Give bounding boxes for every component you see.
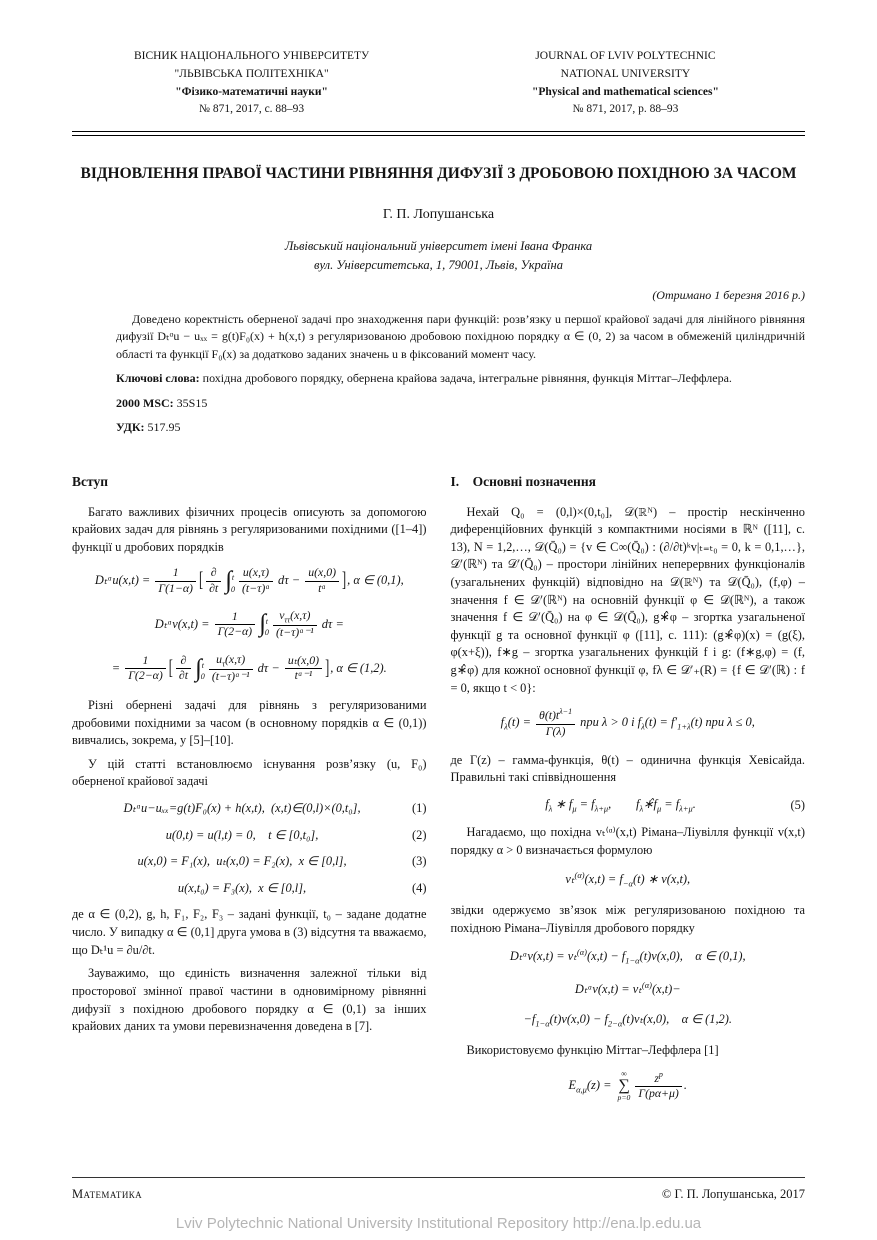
intro-paragraph-2: Різні обернені задачі для рівнянь з регуляризованими дробовими похідними за часом (в основному порядків α ∈ (0,1)) вивчались, зокрема, у [5]–[10]. xyxy=(72,697,427,748)
equation-riemann-liouville: $v_t^{(\alpha)}(x,t) = f_{-\alpha}(t)$ ∗ v(x,t), xyxy=(565,869,691,889)
repository-watermark: Lviv Polytechnic National University Institutional Repository http://ena.lp.edu.ua xyxy=(175,1215,702,1232)
abstract-text: Доведено коректність оберненої задачі про знаходження пари функцій: розв’язку u першої крайової задачі для лінійного рівняння дифузії Dₜᵅu − uₓₓ = g(t)F₀(x) + h(x,t) з регуляризованою дробовою похідною порядку α ∈ (0, 2) за часом в обмеженій циліндричній області та функції F₀(x) за додатково заданих значень u в фіксований момент часу. xyxy=(116,312,805,361)
header-divider xyxy=(72,131,805,136)
equation-fractional-derivative-1: Dₜᵅu(x,t) = $\frac{1}{\Gamma(1-\alpha)}$ [ $\frac{\partial}{\partial t}$ ∫ t 0 $\frac{u(x,\tau)}{\text{(t−τ)ᵅ}}$ dτ − $\frac{u(x,0)}{\text{tᵅ}}$ ], α ∈ (0,1), xyxy=(94,566,404,596)
article-title: ВІДНОВЛЕННЯ ПРАВОЇ ЧАСТИНИ РІВНЯННЯ ДИФУЗІЇ З ДРОБОВОЮ ПОХІДНОЮ ЗА ЧАСОМ xyxy=(80,165,797,183)
abstract-block xyxy=(116,287,805,437)
section-1-paragraph-3: Нагадаємо, що похідна vₜ⁽ᵅ⁾(x,t) Рімана–Ліувілля функції v(x,t) порядку α > 0 визначається формулою xyxy=(450,825,805,857)
footer-section-name: Математика xyxy=(72,1187,143,1201)
section-1-heading: I. Основні позначення xyxy=(450,474,596,490)
header-line: ВІСНИК НАЦІОНАЛЬНОГО УНІВЕРСИТЕТУ xyxy=(133,50,370,62)
equation-4-tag: (4) xyxy=(412,880,427,895)
equation-4 xyxy=(72,880,427,898)
equation-3-body: u(x,0) = F₁(x), uₜ(x,0) = F₂(x), x ∈ [0,l], xyxy=(137,854,347,869)
udk-line xyxy=(116,419,805,436)
section-1-paragraph-5: Використовуємо функцію Міттаг–Леффлера [1] xyxy=(466,1043,719,1058)
received-date: (Отримано 1 березня 2016 р.) xyxy=(652,287,805,302)
equation-5-tag: (5) xyxy=(790,797,805,812)
intro-paragraph-4: де α ∈ (0,2), g, h, F₁, F₂, F₃ – задані функції, t₀ – задане додатне число. У випадку α ∈ (0,1] друга умова в (3) відсутня та вважаємо, що Dₜ¹u = ∂u/∂t. xyxy=(72,907,427,957)
udk-value: 517.95 xyxy=(147,420,181,435)
section-1-paragraph-2: де Γ(z) – гамма-функція, θ(t) – одинична функція Хевісайда. Правильні такі співвідношення xyxy=(450,752,805,785)
header-line: JOURNAL OF LVIV POLYTECHNIC xyxy=(535,50,716,62)
equation-1-body: Dₜᵅu−uₓₓ=g(t)F₀(x) + h(x,t), (x,t)∈(0,l)×(0,t₀], xyxy=(123,801,361,816)
equation-relation-2a: Dₜᵅv(x,t) = vₜ$^{(\alpha)}$(x,t)− xyxy=(574,979,681,996)
two-column-body xyxy=(72,468,805,1114)
msc-value: 35S15 xyxy=(176,395,208,410)
equation-3 xyxy=(72,853,427,871)
header-line: NATIONAL UNIVERSITY xyxy=(560,67,691,80)
left-column xyxy=(72,468,427,1114)
equation-4-body: u(x,t₀) = F₃(x), x ∈ [0,l], xyxy=(177,880,307,895)
equation-fractional-derivative-2a: Dₜᵅv(x,t) = $\frac{1}{\Gamma(2-\alpha)}$ ∫ t 0 $\frac{v_{\tau\tau}(x,\tau)}{\text{(t−τ)ᵅ⁻¹}}$ dτ = xyxy=(154,608,344,640)
keywords-label: Ключові слова: xyxy=(116,371,200,386)
msc-line xyxy=(116,395,805,412)
equation-f-lambda: $f_\lambda(t)$ = $\frac{\theta(t)t^{\lambda-1}}{\Gamma(\lambda)}$ при λ > 0 і $f_\lambda(t) = f'_{1+\lambda}(t)$ при λ ≤ 0, xyxy=(500,707,755,738)
intro-paragraph-3: У цій статті встановлюємо існування розв’язку (u, F₀) оберненої крайової задачі xyxy=(72,756,427,789)
right-column xyxy=(451,468,806,1114)
section-1-paragraph-1: Нехай Q₀ = (0,l)×(0,t₀], 𝒟(ℝᴺ) – простір нескінченно диференційовних функцій з компактними носіями в ℝᴺ ([11], с. 13), N = 1,2,…, 𝒟(Q̄₀) = {v ∈ C∞(Q̄₀) : (∂/∂t)ᵏv|ₜ₌ₜ₀ = 0, k = 0,1,…}, 𝒟′(ℝᴺ) та 𝒟′(Q̄₀) – простори лінійних неперервних функціоналів (узагальнених функцій) відповідно на 𝒟(ℝᴺ) та 𝒟(Q̄₀), (f,φ) – значення f ∈ 𝒟′(ℝᴺ) на основній функції φ ∈ 𝒟(ℝᴺ), а також значення f ∈ 𝒟′(Q̄₀) на φ ∈ 𝒟(Q̄₀), g∗̂φ – згортка узагальненої функції g та основної функції φ ([11], с. 111): (g∗̂φ)(x) = (g(ξ), φ(x+ξ)), f∗g – згортка узагальнених функцій f і g: (f∗g,φ) = (f, g∗̂φ) для кожної основної функції φ, fλ ∈ 𝒟′₊(R) = {f ∈ 𝒟′(ℝ) : f = 0, якщо t < 0}: xyxy=(450,504,805,695)
equation-relation-2b: $-f_{1-\alpha}(t)v(x,0) - f_{2-\alpha}(t)v_t(x,0)$, α ∈ (1,2). xyxy=(523,1011,732,1029)
msc-label: 2000 MSC: xyxy=(116,395,174,410)
keywords-text: похідна дробового порядку, обернена крайова задача, інтегральне рівняння, функція Міттаг–Леффлера. xyxy=(202,371,732,386)
intro-paragraph-1: Багато важливих фізичних процесів описують за допомогою крайових задач для рівнянь з регуляризованими похідними ([1–4]) функції u дробових порядків xyxy=(72,504,427,554)
footer-copyright: © Г. П. Лопушанська, 2017 xyxy=(661,1187,805,1201)
affiliation xyxy=(72,237,805,275)
section-1-paragraph-4: звідки одержуємо зв’язок між регуляризованою похідною та похідною Рімана–Ліувілля дробового порядку xyxy=(450,903,805,935)
equation-5-body: $f_\lambda$ ∗ $f_\mu = f_{\lambda+\mu}$, $f_\lambda∗̂f_\mu = f_{\lambda+\mu}$. xyxy=(545,796,696,814)
equation-2-body: u(0,t) = u(l,t) = 0, t ∈ [0,t₀], xyxy=(165,827,319,842)
equation-5 xyxy=(451,796,806,815)
header-issue-ua: № 871, 2017, с. 88–93 xyxy=(198,103,305,116)
equation-fractional-derivative-2b: = $\frac{1}{\Gamma(2-\alpha)}$ [ $\frac{\partial}{\partial t}$ ∫ t 0 $\frac{u_\tau(x,\tau)}{\text{(t−τ)ᵅ⁻¹}}$ dτ − $\frac{\text{uₜ(x,0)}}{\text{tᵅ⁻¹}}$ ], α ∈ (1,2). xyxy=(111,652,387,684)
udk-label: УДК: xyxy=(116,420,145,435)
section-intro-heading: Вступ xyxy=(72,474,108,490)
header-line: "ЛЬВІВСЬКА ПОЛІТЕХНІКА" xyxy=(174,67,329,80)
journal-header-ukrainian xyxy=(72,48,431,119)
equation-2-tag: (2) xyxy=(412,827,427,842)
header-issue-en: № 871, 2017, p. 88–93 xyxy=(572,103,679,116)
equation-3-tag: (3) xyxy=(412,854,427,869)
journal-header-english xyxy=(446,48,805,119)
equation-mittag-leffler: $E_{\alpha,\mu}(z)$ = ∞ ∑ p=0 $\frac{z^p}{\Gamma(p\alpha+\mu)}$ . xyxy=(568,1068,687,1102)
affiliation-address: вул. Університетська, 1, 79001, Львів, Україна xyxy=(314,257,563,272)
page-footer xyxy=(72,1177,805,1202)
equation-2 xyxy=(72,827,427,845)
author-name: Г. П. Лопушанська xyxy=(382,207,495,223)
journal-header xyxy=(72,48,805,119)
equation-relation-1: Dₜᵅv(x,t) = $v_t^{(\alpha)}(x,t) - f_{1-\alpha}(t)v(x,0)$, α ∈ (0,1), xyxy=(509,947,746,966)
keywords xyxy=(116,370,805,387)
header-series-ua: "Фізико-математичні науки" xyxy=(175,85,328,98)
equation-1 xyxy=(72,800,427,818)
header-series-en: "Physical and mathematical sciences" xyxy=(531,85,719,98)
intro-paragraph-5: Зауважимо, що єдиність визначення залежної тільки від просторової змінної правої частини в одновимірному рівнянні дифузії з похідною дробового порядку α ∈ (0,1) за інших крайових даних та умови перевизначення доведена в [7]. xyxy=(72,966,427,1034)
affiliation-university: Львівський національний університет імені Івана Франка xyxy=(284,239,593,254)
equation-1-tag: (1) xyxy=(412,801,427,816)
